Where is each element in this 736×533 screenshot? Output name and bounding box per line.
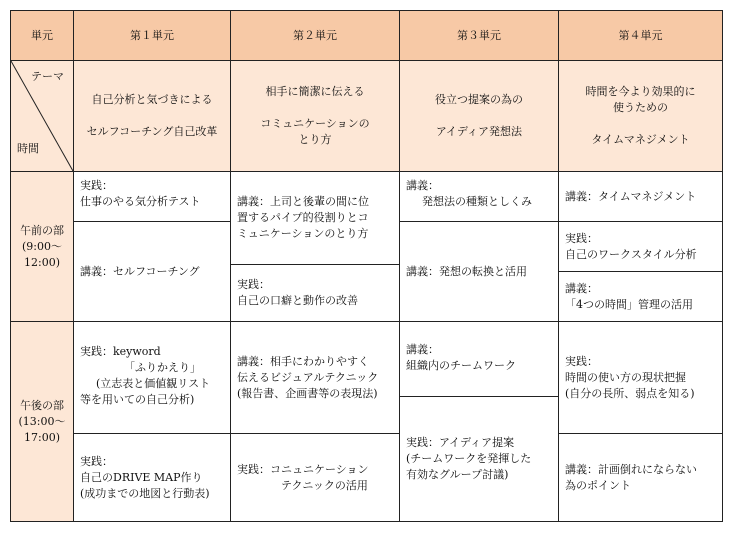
unit-header-1 xyxy=(73,10,231,61)
theme-line: コミュニケーションの xyxy=(260,117,370,130)
theme-line: 時間を今より効果的に xyxy=(585,85,696,98)
time-label: 時間 xyxy=(17,142,39,155)
cell-line: 講義：相手にわかりやすく xyxy=(237,354,369,368)
afternoon-u2-b xyxy=(230,433,400,522)
cell-line: (立志表と価値観リスト xyxy=(96,377,211,390)
theme-line: アイディア発想法 xyxy=(435,125,523,138)
unit-header-2 xyxy=(230,10,400,61)
cell-line: 実践： xyxy=(80,179,113,192)
afternoon-label xyxy=(10,321,74,522)
theme-time-corner xyxy=(10,60,74,172)
cell-line: 伝えるビジュアルテクニック xyxy=(237,370,379,384)
cell-line: (報告書、企画書等の表現法) xyxy=(237,386,378,400)
unit-header-label xyxy=(10,10,74,61)
cell-line: 実践： xyxy=(565,231,598,245)
cell-line: 講義： xyxy=(406,343,439,356)
theme-line: タイムマネジメント xyxy=(591,133,690,146)
cell-line: (自分の長所、弱点を知る) xyxy=(565,386,695,400)
unit-3-title: 第３単元 xyxy=(457,28,501,42)
theme-line: セルフコーチング自己改革 xyxy=(86,125,218,138)
theme-unit-3 xyxy=(399,60,559,172)
unit-header-3 xyxy=(399,10,559,61)
cell-line: テクニックの活用 xyxy=(281,478,368,492)
unit-4-title: 第４単元 xyxy=(618,28,663,42)
unit-header-4 xyxy=(558,10,723,61)
theme-unit-1 xyxy=(73,60,231,172)
cell-line: 置するパイプ的役割りとコ xyxy=(237,211,369,224)
morning-u3-a xyxy=(399,171,559,222)
morning-label xyxy=(10,171,74,322)
cell-line: 有効なグループ討議) xyxy=(406,468,509,481)
theme-line: 自己分析と気づきによる xyxy=(91,93,213,106)
cell-line: 自己のDRIVE MAP作り xyxy=(80,470,203,484)
cell-line: 為のポイント xyxy=(565,478,631,492)
afternoon-u4-a xyxy=(558,321,723,434)
cell-line: 実践：コニュニケーション xyxy=(237,462,369,476)
cell-line: 等を用いての自己分析) xyxy=(80,393,195,406)
afternoon-u1-a xyxy=(73,321,231,434)
morning-u4-a xyxy=(558,171,723,222)
theme-line: とり方 xyxy=(298,133,332,146)
morning-u1-b xyxy=(73,221,231,322)
theme-unit-2 xyxy=(230,60,400,172)
cell-line: (成功までの地図と行動表) xyxy=(80,486,210,500)
afternoon-u4-b xyxy=(558,433,723,522)
label-line: 17:00) xyxy=(24,430,60,444)
cell-line: 講義： xyxy=(406,179,439,192)
cell-line: 組織内のチームワーク xyxy=(406,359,516,372)
label-line: 午前の部 xyxy=(20,223,64,237)
cell-line: 実践： xyxy=(565,354,598,368)
afternoon-u3-a xyxy=(399,321,559,397)
cell-line: 講義：計画倒れにならない xyxy=(565,462,697,476)
theme-label: テーマ xyxy=(31,70,64,83)
label-line: 午後の部 xyxy=(20,398,64,412)
morning-u2-a xyxy=(230,171,400,265)
cell-line: 自己の口癖と動作の改善 xyxy=(237,294,358,307)
cell-line: 講義：タイムマネジメント xyxy=(565,189,697,203)
curriculum-table xyxy=(10,10,723,522)
cell-line: 実践： xyxy=(80,454,113,468)
cell-line: 実践：keyword xyxy=(80,345,161,358)
unit-2-title: 第２単元 xyxy=(293,28,337,42)
morning-u1-a xyxy=(73,171,231,222)
cell-line: 講義：上司と後輩の間に位 xyxy=(237,195,369,208)
theme-line: 役立つ提案の為の xyxy=(435,93,523,106)
cell-line: ミュニケーションのとり方 xyxy=(237,227,369,240)
theme-line: 相手に簡潔に伝える xyxy=(265,85,365,98)
cell-line: 「4つの時間」管理の活用 xyxy=(565,297,693,311)
cell-line: 実践： xyxy=(237,278,270,291)
cell-line: 「ふりかえり」 xyxy=(124,361,201,374)
morning-u4-b xyxy=(558,221,723,272)
label-line: (9:00～ xyxy=(22,239,62,253)
unit-1-title: 第１単元 xyxy=(130,28,174,42)
cell-line: 発想法の種類としくみ xyxy=(422,195,532,208)
cell-line: 自己のワークスタイル分析 xyxy=(565,247,697,261)
cell-line: 講義：発想の転換と活用 xyxy=(406,264,527,278)
cell-line: 講義： xyxy=(565,281,598,295)
cell-line: 講義：セルフコーチング xyxy=(80,264,200,278)
cell-line: 実践：アイディア提案 xyxy=(406,436,515,449)
morning-u4-c xyxy=(558,271,723,322)
cell-line: 仕事のやる気分析テスト xyxy=(80,195,201,208)
theme-unit-4 xyxy=(558,60,723,172)
afternoon-u1-b xyxy=(73,433,231,522)
cell-line: 時間の使い方の現状把握 xyxy=(565,370,686,384)
afternoon-u2-a xyxy=(230,321,400,434)
theme-line: 使うための xyxy=(613,101,668,114)
afternoon-u3-b xyxy=(399,396,559,522)
morning-u2-b xyxy=(230,264,400,322)
cell-line: (チームワークを発揮した xyxy=(406,452,532,465)
label-line: (13:00～ xyxy=(18,414,66,428)
morning-u3-b xyxy=(399,221,559,322)
label-line: 12:00) xyxy=(24,255,60,269)
unit-label: 単元 xyxy=(31,28,53,42)
